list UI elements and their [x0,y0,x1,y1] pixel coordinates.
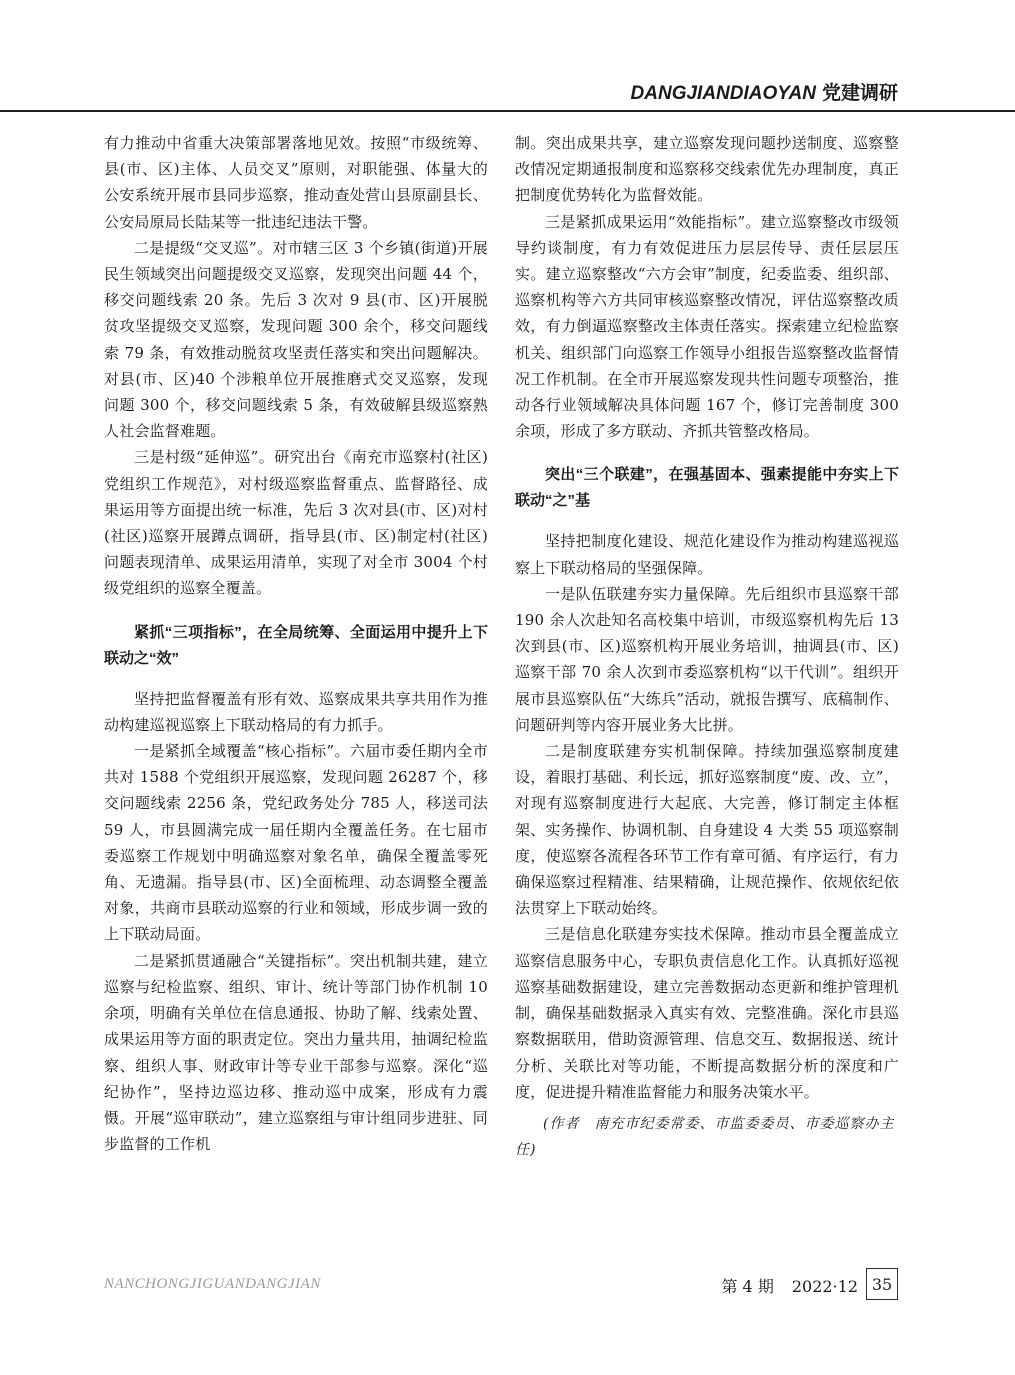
header-rule [0,110,1015,112]
left-column [104,130,488,1157]
header-title: 党建调研 [821,83,898,104]
page-number: 35 [866,1268,898,1300]
footer-issue: 第 4 期 [721,1277,774,1296]
paragraph: 一是紧抓全域覆盖“核心指标”。六届市委任期内全市共对 1588 个党组织开展巡察，发现问题 26287 个，移交问题线索 2256 条，党纪政务处分 785 人，移送司法 59 人，市县圆满完成一届任期内全覆盖任务。在七届市委巡察工作规划中明确巡察对象名单，确保全覆盖零死角、无遗漏。指导县(市、区)全面梳理、动态调整全覆盖对象，共商市县联动巡察的行业和领域，形成步调一致的上下联动局面。 [104,742,488,944]
paragraph: 三是紧抓成果运用“效能指标”。建立巡察整改市级领导约谈制度，有力有效促进压力层层传导、责任层层压实。建立巡察整改“六方会审”制度，纪委监委、组织部、巡察机构等六方共同审核巡察整改情况，评估巡察整改质效，有力倒逼巡察整改主体责任落实。探索建立纪检监察机关、组织部门向巡察工作领导小组报告巡察整改监督情况工作机制。在全市开展巡察发现共性问题专项整治，推动各行业领域解决具体问题 167 个，修订完善制度 300 余项，形成了多方联动、齐抓共管整改格局。 [515,212,899,441]
paragraph: 有力推动中省重大决策部署落地见效。按照“市级统筹、县(市、区)主体、人员交叉”原则，对职能强、体量大的公安系统开展市县同步巡察，推动查处营山县原副县长、公安局原局长陆某等一批违纪违法干警。 [104,134,488,231]
running-header [631,78,898,105]
section-heading: 突出“三个联建”，在强基固本、强素提能中夯实上下联动“之”基 [515,466,899,510]
paragraph: 坚持把制度化建设、规范化建设作为推动构建巡视巡察上下联动格局的坚强保障。 [515,532,899,577]
header-latin: DANGJIANDIAOYAN [630,83,816,104]
paragraph: 二是紧抓贯通融合“关键指标”。突出机制共建，建立巡察与纪检监察、组织、审计、统计等部门协作机制 10 余项，明确有关单位在信息通报、协助了解、线索处置、成果运用等方面的职责定位。突出力量共用，抽调纪检监察、组织人事、财政审计等专业干部参与巡察。深化“巡纪协作”，坚持边巡边移、推动巡中成案，形成有力震慑。开展“巡审联动”，建立巡察组与审计组同步进驻、同步监督的工作机 [104,951,488,1154]
footer-issue-date [721,1274,858,1297]
author-note: (作者 南充市纪委常委、市监委委员、市委巡察办主任) [515,1115,895,1158]
footer-date: 2022·12 [791,1277,858,1296]
paragraph: 一是队伍联建夯实力量保障。先后组织市县巡察干部 190 余人次赴知名高校集中培训，市级巡察机构先后 13 次到县(市、区)巡察机构开展业务培训，抽调县(市、区)巡察干部 70 余人次到市委巡察机构“以干代训”。组织开展市县巡察队伍“大练兵”活动，就报告撰写、底稿制作、问题研判等内容开展业务大比拼。 [515,584,899,734]
paragraph: 制。突出成果共享，建立巡察发现问题抄送制度、巡察整改情况定期通报制度和巡察移交线索优先办理制度，真正把制度优势转化为监督效能。 [515,134,899,205]
footer-journal-latin: NANCHONGJIGUANDANGJIAN [104,1276,321,1292]
paragraph: 坚持把监督覆盖有形有效、巡察成果共享共用作为推动构建巡视巡察上下联动格局的有力抓手。 [104,689,488,734]
paragraph: 二是制度联建夯实机制保障。持续加强巡察制度建设，着眼打基础、利长远，抓好巡察制度“废、改、立”，对现有巡察制度进行大起底、大完善，修订制定主体框架、实务操作、协调机制、自身建设 4 大类 55 项巡察制度，使巡察各流程各环节工作有章可循、有序运行，有力确保巡察过程精准、结果精确，让规范操作、依规依纪依法贯穿上下联动始终。 [515,742,899,918]
right-column [515,130,899,1163]
paragraph: 三是村级“延伸巡”。研究出台《南充市巡察村(社区)党组织工作规范》，对村级巡察监督重点、监督路径、成果运用等方面提出统一标准，先后 3 次对县(市、区)对村(社区)巡察开展蹲点调研，指导县(市、区)制定村(社区)问题表现清单、成果运用清单，实现了对全市 3004 个村级党组织的巡察全覆盖。 [104,448,488,598]
section-heading: 紧抓“三项指标”，在全局统筹、全面运用中提升上下联动之“效” [104,623,488,667]
paragraph: 三是信息化联建夯实技术保障。推动市县全覆盖成立巡察信息服务中心，专职负责信息化工作。认真抓好巡视巡察基础数据建设，建立完善数据动态更新和维护管理机制，确保基础数据录入真实有效、完整准确。深化市县巡察数据联用，借助资源管理、信息交互、数据报送、统计分析、关联比对等功能，不断提高数据分析的深度和广度，促进提升精准监督能力和服务决策水平。 [515,925,899,1101]
paragraph: 二是提级“交叉巡”。对市辖三区 3 个乡镇(街道)开展民生领域突出问题提级交叉巡察，发现突出问题 44 个，移交问题线索 20 条。先后 3 次对 9 县(市、区)开展脱贫攻坚提级交叉巡察，发现问题 300 余个，移交问题线索 79 条，有效推动脱贫攻坚责任落实和突出问题解决。对县(市、区)40 个涉粮单位开展推磨式交叉巡察，发现问题 300 个，移交问题线索 5 条，有效破解县级巡察熟人社会监督难题。 [104,238,488,441]
